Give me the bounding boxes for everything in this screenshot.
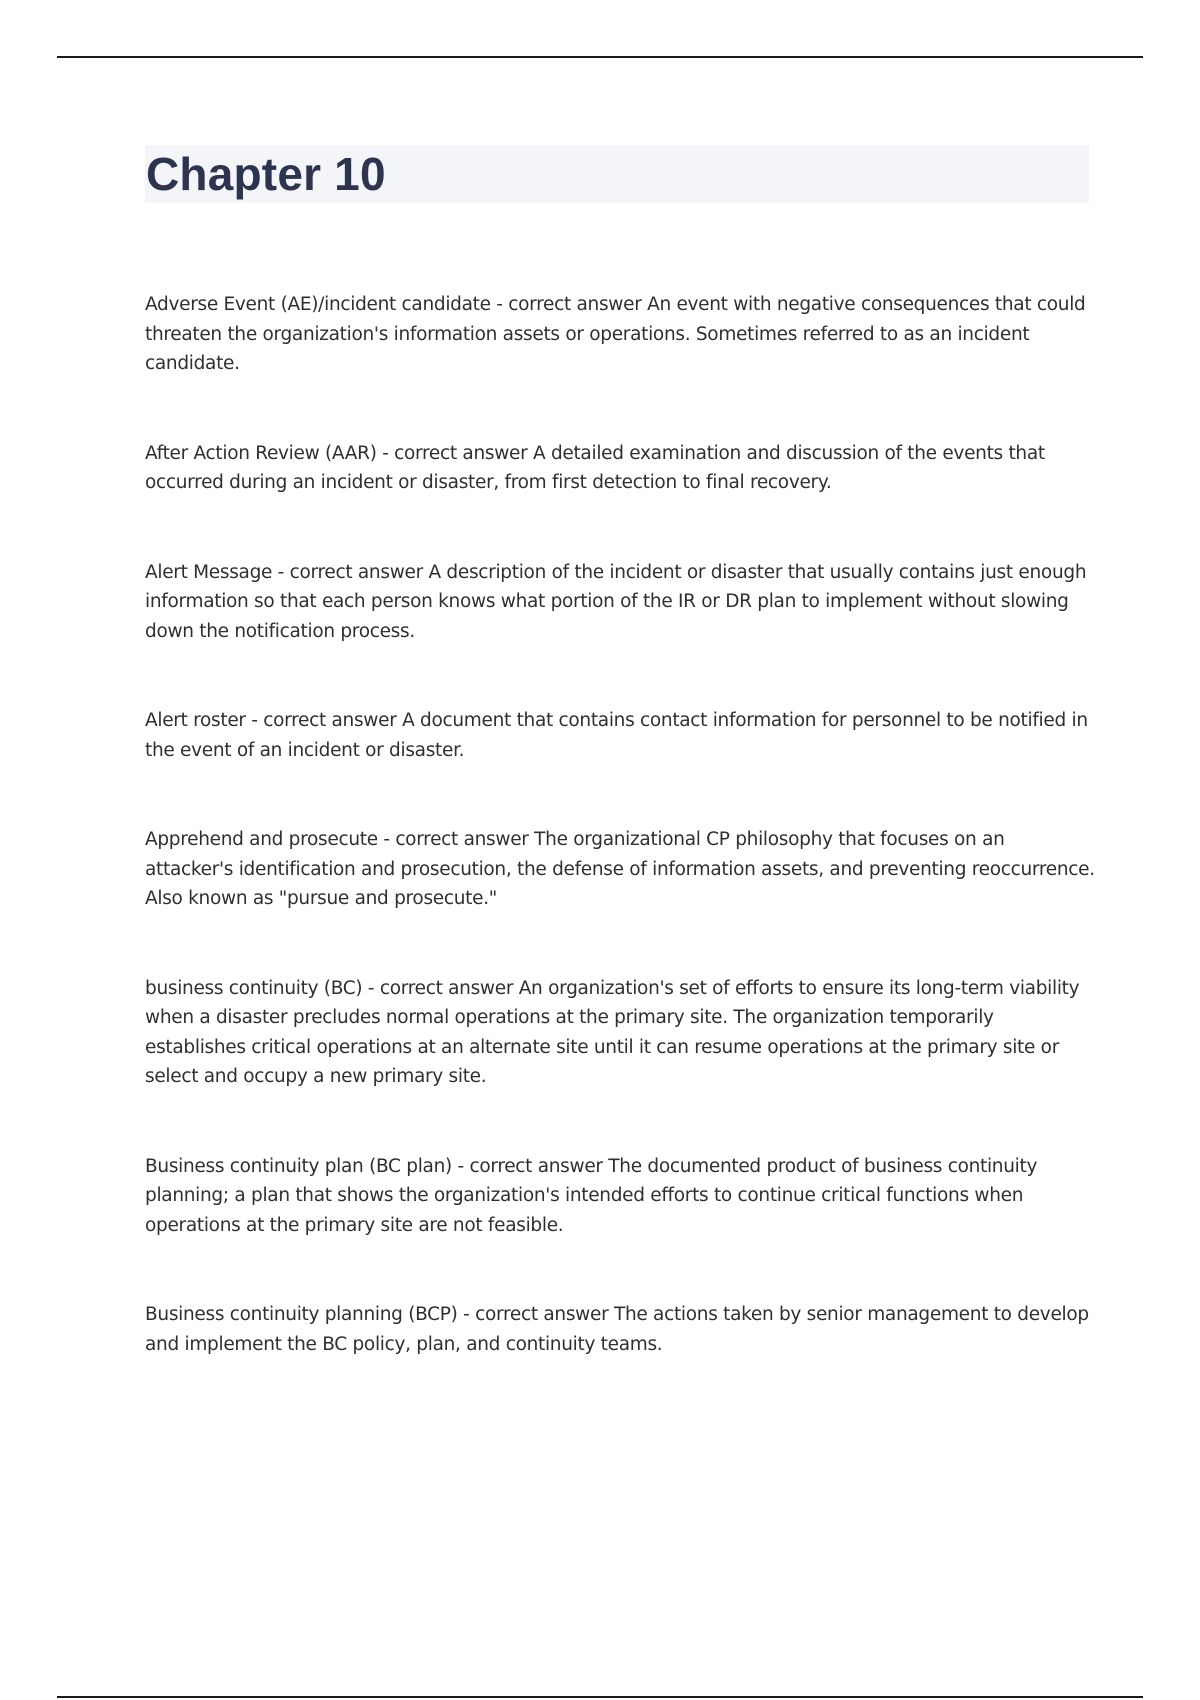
definition-entry: Adverse Event (AE)/incident candidate - correct answer An event with negative consequences that could threaten the organization's information assets or operations. Sometimes referred to as an incident candidate. (145, 294, 1086, 374)
definition-entry: Apprehend and prosecute - correct answer The organizational CP philosophy that focuses on an attacker's identification and prosecution, the defense of information assets, and preventing reoccurrence. Also known as "pursue and prosecute." (145, 829, 1095, 909)
definition-entry: Alert Message - correct answer A description of the incident or disaster that usually contains just enough information so that each person knows what portion of the IR or DR plan to implement without slowing down the notification process. (145, 561, 1087, 642)
definition-entry: After Action Review (AAR) - correct answer A detailed examination and discussion of the events that occurred during an incident or disaster, from first detection to final recovery. (145, 442, 1045, 493)
page-title: Chapter 10 (146, 148, 386, 200)
bottom-divider (57, 1696, 1143, 1698)
top-divider (57, 56, 1143, 58)
definition-entry: Alert roster - correct answer A document that contains contact information for personnel to be notified in the event of an incident or disaster. (145, 710, 1088, 761)
definition-entry: Business continuity planning (BCP) - correct answer The actions taken by senior management to develop and implement the BC policy, plan, and continuity teams. (145, 1304, 1089, 1355)
definition-list (145, 290, 1095, 1359)
definition-entry: business continuity (BC) - correct answer An organization's set of efforts to ensure its long-term viability when a disaster precludes normal operations at the primary site. The organization temporarily establishes critical operations at an alternate site until it can resume operations at the primary site or select and occupy a new primary site. (145, 977, 1080, 1087)
definition-entry: Business continuity plan (BC plan) - correct answer The documented product of business continuity planning; a plan that shows the organization's intended efforts to continue critical functions when operations at the primary site are not feasible. (145, 1155, 1038, 1236)
